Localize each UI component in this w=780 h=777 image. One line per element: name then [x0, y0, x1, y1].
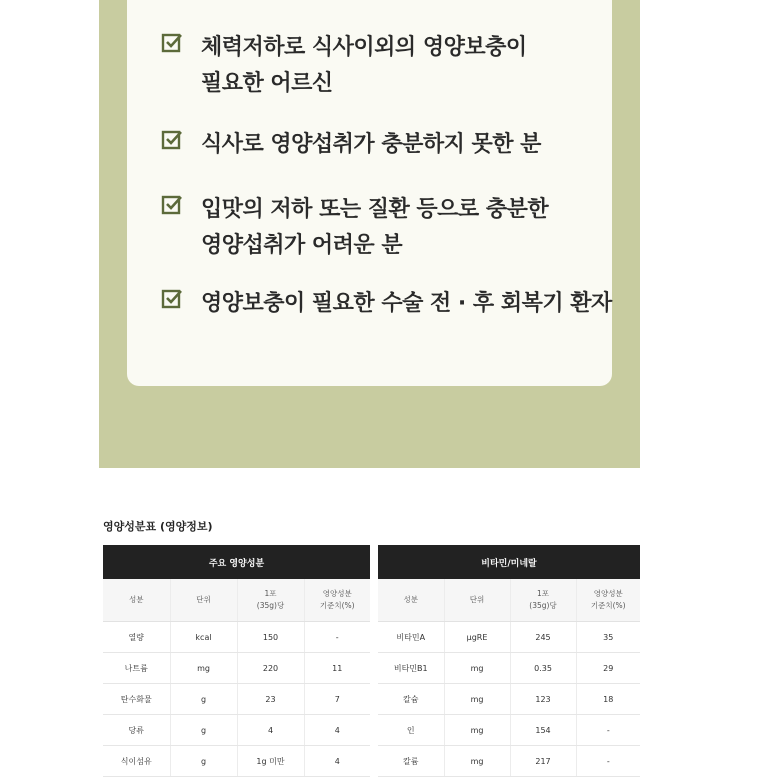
column-header: 단위: [444, 579, 510, 622]
table-cell: 29: [576, 653, 640, 684]
table-cell: -: [576, 715, 640, 746]
table-cell: μgRE: [444, 622, 510, 653]
column-header: 영양성분 기준치(%): [304, 579, 370, 622]
table-row: [378, 715, 640, 746]
table-cell: 비타민B1: [378, 653, 444, 684]
column-header: 단위: [170, 579, 237, 622]
checkbox-checked-icon: [161, 194, 183, 216]
table-cell: 123: [510, 684, 576, 715]
table-row: [378, 684, 640, 715]
table-cell: 4: [304, 746, 370, 777]
table-cell: 식이섬유: [103, 746, 170, 777]
table-cell: 1g 미만: [237, 746, 304, 777]
checkbox-checked-icon: [161, 288, 183, 310]
table-cell: g: [170, 746, 237, 777]
table-cell: -: [576, 746, 640, 777]
table-cell: 비타민A: [378, 622, 444, 653]
table-cell: 220: [237, 653, 304, 684]
table-cell: mg: [444, 684, 510, 715]
table-cell: 18: [576, 684, 640, 715]
table-group-header: 주요 영양성분: [103, 545, 370, 579]
table-cell: mg: [444, 746, 510, 777]
table-cell: g: [170, 715, 237, 746]
checkbox-checked-icon: [161, 32, 183, 54]
hero-section: [99, 0, 640, 468]
table-cell: 인: [378, 715, 444, 746]
table-cell: 열량: [103, 622, 170, 653]
table-cell: 154: [510, 715, 576, 746]
table-cell: 11: [304, 653, 370, 684]
table-cell: 217: [510, 746, 576, 777]
table-cell: 35: [576, 622, 640, 653]
table-group-header: 비타민/미네랄: [378, 545, 640, 579]
table-row: [103, 746, 370, 777]
table-cell: 0.35: [510, 653, 576, 684]
table-cell: g: [170, 684, 237, 715]
column-header: 영양성분 기준치(%): [576, 579, 640, 622]
column-header: 성분: [378, 579, 444, 622]
table-row: [103, 684, 370, 715]
table-cell: mg: [444, 653, 510, 684]
table-cell: mg: [444, 715, 510, 746]
table-cell: 당류: [103, 715, 170, 746]
vitamin-mineral-table: [378, 545, 640, 777]
nutrition-title: 영양성분표 (영양정보): [103, 520, 213, 533]
main-nutrient-table: [103, 545, 370, 777]
table-cell: kcal: [170, 622, 237, 653]
table-cell: 4: [304, 715, 370, 746]
table-cell: -: [304, 622, 370, 653]
target-item-text: 영양보충이 필요한 수술 전 · 후 회복기 환자: [201, 291, 612, 316]
table-cell: 나트륨: [103, 653, 170, 684]
target-item-text: 체력저하로 식사이외의 영양보충이 필요한 어르신: [201, 35, 527, 96]
column-header: 1포 (35g)당: [510, 579, 576, 622]
table-row: [378, 622, 640, 653]
table-cell: 칼슘: [378, 684, 444, 715]
table-row: [103, 715, 370, 746]
checkbox-checked-icon: [161, 129, 183, 151]
table-cell: 탄수화물: [103, 684, 170, 715]
table-cell: 4: [237, 715, 304, 746]
table-row: [378, 653, 640, 684]
column-header: 1포 (35g)당: [237, 579, 304, 622]
table-row: [103, 622, 370, 653]
table-row: [378, 746, 640, 777]
table-cell: 150: [237, 622, 304, 653]
table-cell: 7: [304, 684, 370, 715]
table-cell: 245: [510, 622, 576, 653]
table-row: [103, 653, 370, 684]
table-cell: 칼륨: [378, 746, 444, 777]
table-cell: 23: [237, 684, 304, 715]
target-item-text: 입맛의 저하 또는 질환 등으로 충분한 영양섭취가 어려운 분: [201, 197, 549, 258]
target-item-text: 식사로 영양섭취가 충분하지 못한 분: [201, 132, 541, 157]
target-card: [127, 0, 612, 386]
table-cell: mg: [170, 653, 237, 684]
column-header: 성분: [103, 579, 170, 622]
